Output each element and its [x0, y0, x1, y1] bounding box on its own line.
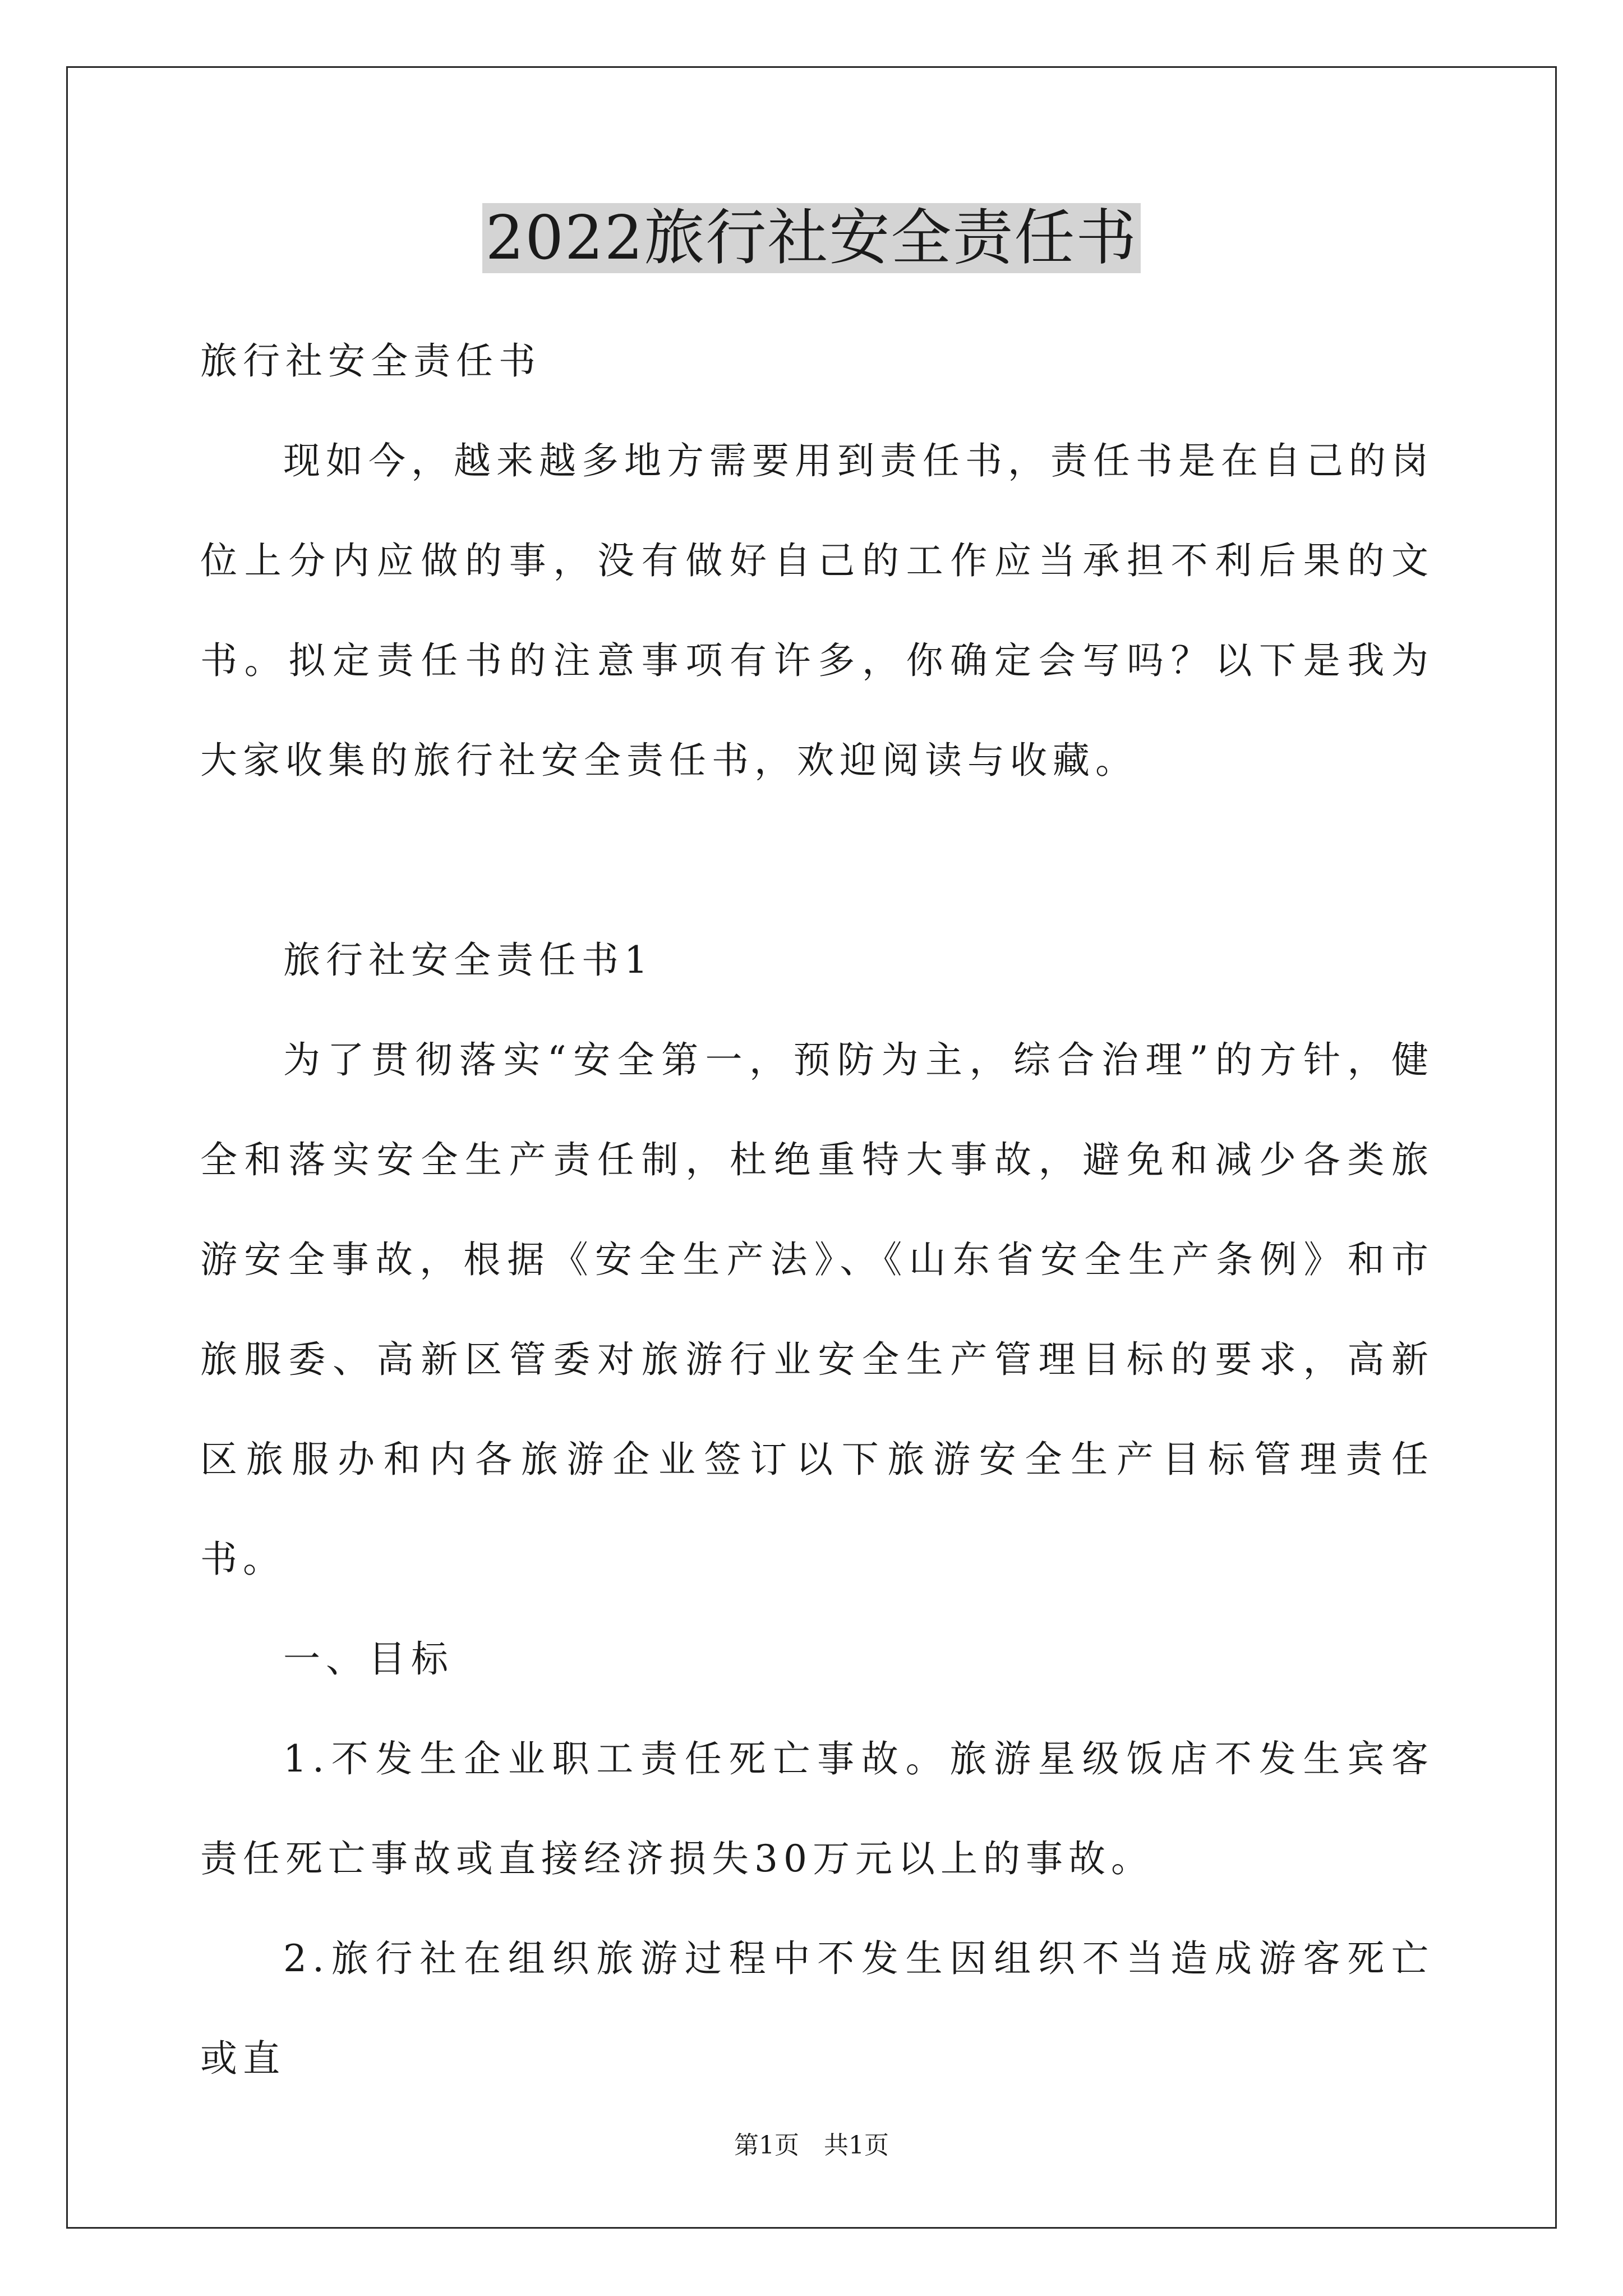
goal-heading: 一、目标 [283, 1637, 454, 1681]
paragraph-gap [200, 811, 1434, 910]
document-subtitle: 旅行社安全责任书 [200, 339, 541, 383]
section-intro-paragraph: 为了贯彻落实“安全第一，预防为主，综合治理”的方针，健全和落实安全生产责任制，杜绝重特大事故，避免和减少各类旅游安全事故，根据《安全生产法》、《山东省安全生产条例》和市旅服委、高新区管委对旅游行业安全生产管理目标的要求，高新区旅服办和内各旅游企业签订以下旅游安全生产目标管理责任书。 [200, 1038, 1434, 1581]
page-footer: 第1页 共1页 [734, 2131, 889, 2160]
document-title [0, 199, 1623, 278]
goal-item-1: 1.不发生企业职工责任死亡事故。旅游星级饭店不发生宾客责任死亡事故或直接经济损失30万元以上的事故。 [200, 1737, 1434, 1880]
document-body [200, 311, 1434, 2109]
intro-paragraph: 现如今，越来越多地方需要用到责任书，责任书是在自己的岗位上分内应做的事，没有做好自己的工作应当承担不利后果的文书。拟定责任书的注意事项有许多，你确定会写吗？以下是我为大家收集的旅行社安全责任书，欢迎阅读与收藏。 [200, 439, 1434, 782]
section-heading: 旅行社安全责任书1 [283, 938, 653, 982]
document-title-text: 2022旅行社安全责任书 [482, 203, 1141, 273]
goal-item-2: 2.旅行社在组织旅游过程中不发生因组织不当造成游客死亡或直 [200, 1937, 1434, 2080]
